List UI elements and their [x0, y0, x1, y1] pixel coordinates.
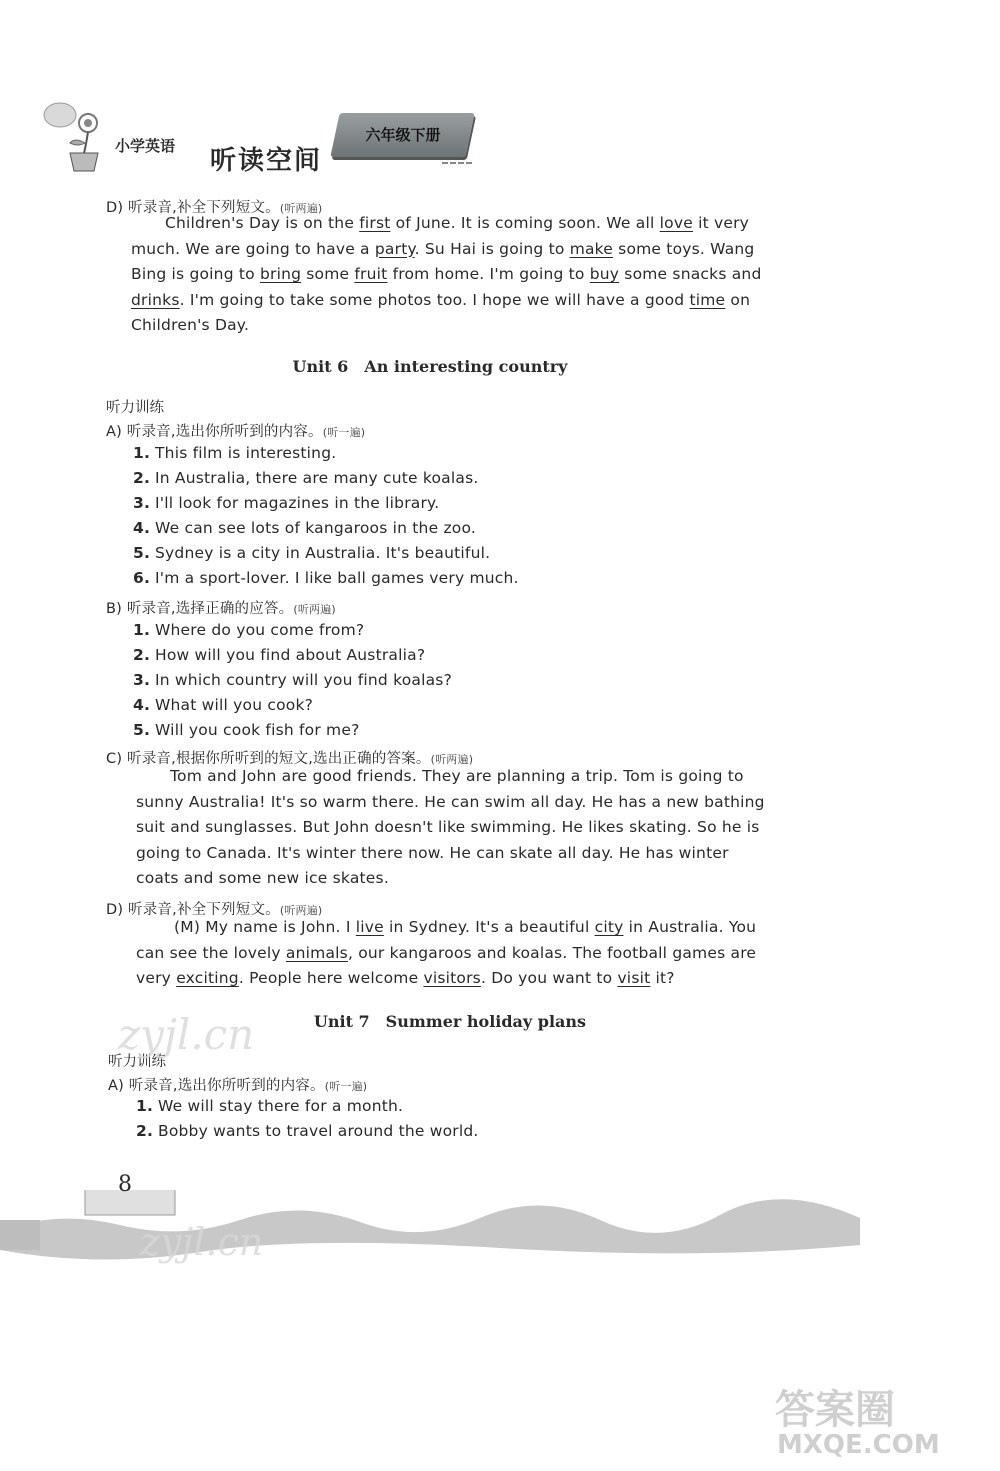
item-number: 3.: [133, 494, 151, 512]
item-number: 2.: [133, 469, 151, 487]
passage-text: Children's Day is on the: [165, 214, 360, 232]
list-item: [136, 1097, 403, 1115]
blank-answer: buy: [589, 265, 620, 283]
item-text: We can see lots of kangaroos in the zoo.: [155, 519, 477, 537]
watermark: zyjl.cn: [118, 1010, 255, 1059]
instruction: A) 听录音,选出你所听到的内容。: [108, 1078, 325, 1094]
item-number: 4.: [133, 519, 151, 537]
passage-line: [136, 969, 675, 987]
unit6-title: Unit 6 An interesting country: [292, 357, 568, 376]
passage-text: some toys. Wang: [613, 239, 755, 258]
list-item: [133, 621, 364, 639]
item-text: Sydney is a city in Australia. It's beautiful.: [155, 544, 491, 562]
list-item: [133, 469, 478, 487]
list-item: [133, 721, 360, 739]
item-number: 2.: [133, 646, 151, 664]
passage-text: in Australia. You: [623, 918, 757, 936]
passage-text: it very: [692, 214, 750, 232]
blank-answer: first: [359, 214, 391, 232]
passage-line: [165, 214, 749, 232]
passage-text: . Su Hai is going to: [414, 239, 570, 258]
passage-text: of June. It is coming soon. We all: [390, 214, 660, 232]
series-small-title: 小学英语: [115, 137, 176, 155]
blank-answer: live: [355, 918, 384, 936]
item-text: How will you find about Australia?: [155, 646, 426, 664]
divider: [442, 162, 472, 164]
series-big-title: 听读空间: [210, 146, 323, 176]
item-text: In which country will you find koalas?: [155, 671, 452, 689]
item-number: 1.: [133, 621, 151, 639]
list-item: [133, 569, 519, 587]
instruction-note: (听两遍): [279, 904, 323, 917]
unit6-b-heading: [106, 597, 336, 618]
list-item: [133, 519, 476, 537]
blank-answer: animals: [285, 943, 348, 962]
instruction: D) 听录音,补全下列短文。: [106, 200, 280, 216]
unit7-a-heading: [108, 1074, 367, 1095]
list-item: [133, 671, 452, 689]
unit6-section: 听力训练: [106, 400, 164, 416]
logo-domain: MXQE.COM: [777, 1430, 940, 1460]
list-item: [133, 646, 425, 664]
passage-line: [131, 265, 761, 283]
unit6-c-heading: [106, 747, 473, 768]
instruction: C) 听录音,根据你所听到的短文,选出正确的答案。: [106, 751, 431, 767]
blank-answer: party: [374, 239, 415, 258]
logo-text: 答案圈: [775, 1387, 895, 1433]
passage-line: Tom and John are good friends. They are planning a trip. Tom is going to: [170, 767, 744, 785]
passage-text: in Sydney. It's a beautiful: [383, 918, 595, 936]
item-text: Where do you come from?: [155, 621, 365, 639]
list-item: [133, 444, 336, 462]
instruction: D) 听录音,补全下列短文。: [106, 902, 280, 918]
passage-text: some snacks and: [619, 265, 762, 283]
blank-answer: visit: [617, 969, 651, 987]
book-label: 六年级下册: [365, 126, 441, 144]
passage-text: . Do you want to: [480, 969, 618, 987]
instruction-note: (听一遍): [322, 426, 366, 439]
flower-pot-icon: [40, 95, 110, 175]
item-text: What will you cook?: [155, 696, 314, 714]
item-number: 3.: [133, 671, 151, 689]
passage-line: [136, 944, 756, 962]
unit7-section: 听力训练: [108, 1054, 166, 1070]
passage-text: . People here welcome: [238, 969, 424, 987]
blank-answer: bring: [259, 265, 302, 283]
passage-line: suit and sunglasses. But John doesn't like swimming. He likes skating. So he is: [136, 818, 760, 836]
passage-line: [131, 316, 249, 334]
blank-answer: fruit: [354, 265, 388, 283]
item-text: We will stay there for a month.: [158, 1097, 404, 1115]
item-number: 6.: [133, 569, 151, 587]
item-number: 5.: [133, 721, 151, 739]
footer-wave: [0, 1190, 870, 1280]
blank-answer: make: [569, 239, 614, 258]
passage-text: , our kangaroos and koalas. The football games are: [347, 943, 757, 962]
item-text: This film is interesting.: [155, 444, 337, 462]
page-number: 8: [118, 1172, 132, 1197]
unit7-title: Unit 7 Summer holiday plans: [313, 1012, 587, 1031]
passage-text: from home. I'm going to: [387, 265, 590, 283]
instruction: B) 听录音,选择正确的应答。: [106, 601, 294, 617]
passage-line: [131, 240, 754, 258]
item-text: I'll look for magazines in the library.: [155, 494, 440, 512]
passage-text: very: [136, 969, 177, 987]
passage-text: much. We are going to have a: [131, 239, 375, 258]
list-item: [133, 494, 439, 512]
unit6-d-heading: [106, 898, 322, 919]
passage-line: coats and some new ice skates.: [136, 869, 389, 887]
item-number: 4.: [133, 696, 151, 714]
item-number: 1.: [136, 1097, 154, 1115]
blank-answer: time: [689, 290, 726, 309]
item-text: Bobby wants to travel around the world.: [158, 1122, 479, 1140]
blank-answer: exciting: [176, 969, 239, 987]
instruction: A) 听录音,选出你所听到的内容。: [106, 424, 323, 440]
passage-line: [174, 918, 756, 936]
item-text: Will you cook fish for me?: [155, 721, 360, 739]
blank-answer: drinks: [131, 290, 180, 309]
passage-text: . I'm going to take some photos too. I hope we will have a good: [179, 290, 690, 309]
list-item: [136, 1122, 479, 1140]
list-item: [133, 696, 313, 714]
item-number: 2.: [136, 1122, 154, 1140]
passage-text: Children's Day.: [131, 316, 250, 334]
instruction-note: (听两遍): [279, 202, 323, 215]
item-text: I'm a sport-lover. I like ball games very much.: [155, 569, 519, 587]
blank-answer: love: [659, 214, 693, 232]
unit6-a-heading: [106, 420, 365, 441]
blank-answer: visitors: [423, 969, 481, 987]
passage-text: some: [301, 265, 355, 283]
corner-logo: [765, 1378, 995, 1468]
item-number: 5.: [133, 544, 151, 562]
item-text: In Australia, there are many cute koalas.: [155, 469, 479, 487]
passage-line: [131, 291, 750, 309]
passage-text: it?: [650, 969, 675, 987]
passage-text: (M) My name is John. I: [174, 918, 356, 936]
instruction-note: (听两遍): [430, 753, 474, 766]
item-number: 1.: [133, 444, 151, 462]
watermark: zyjl.cn: [140, 1220, 264, 1264]
passage-text: on: [725, 290, 751, 309]
passage-text: can see the lovely: [136, 943, 286, 962]
instruction-note: (听一遍): [324, 1080, 368, 1093]
list-item: [133, 544, 490, 562]
instruction-note: (听两遍): [293, 603, 336, 616]
blank-answer: city: [594, 918, 624, 936]
passage-line: going to Canada. It's winter there now. He can skate all day. He has winter: [136, 843, 729, 862]
passage-line: sunny Australia! It's so warm there. He can swim all day. He has a new bathing: [136, 792, 765, 811]
passage-text: Bing is going to: [131, 265, 260, 283]
